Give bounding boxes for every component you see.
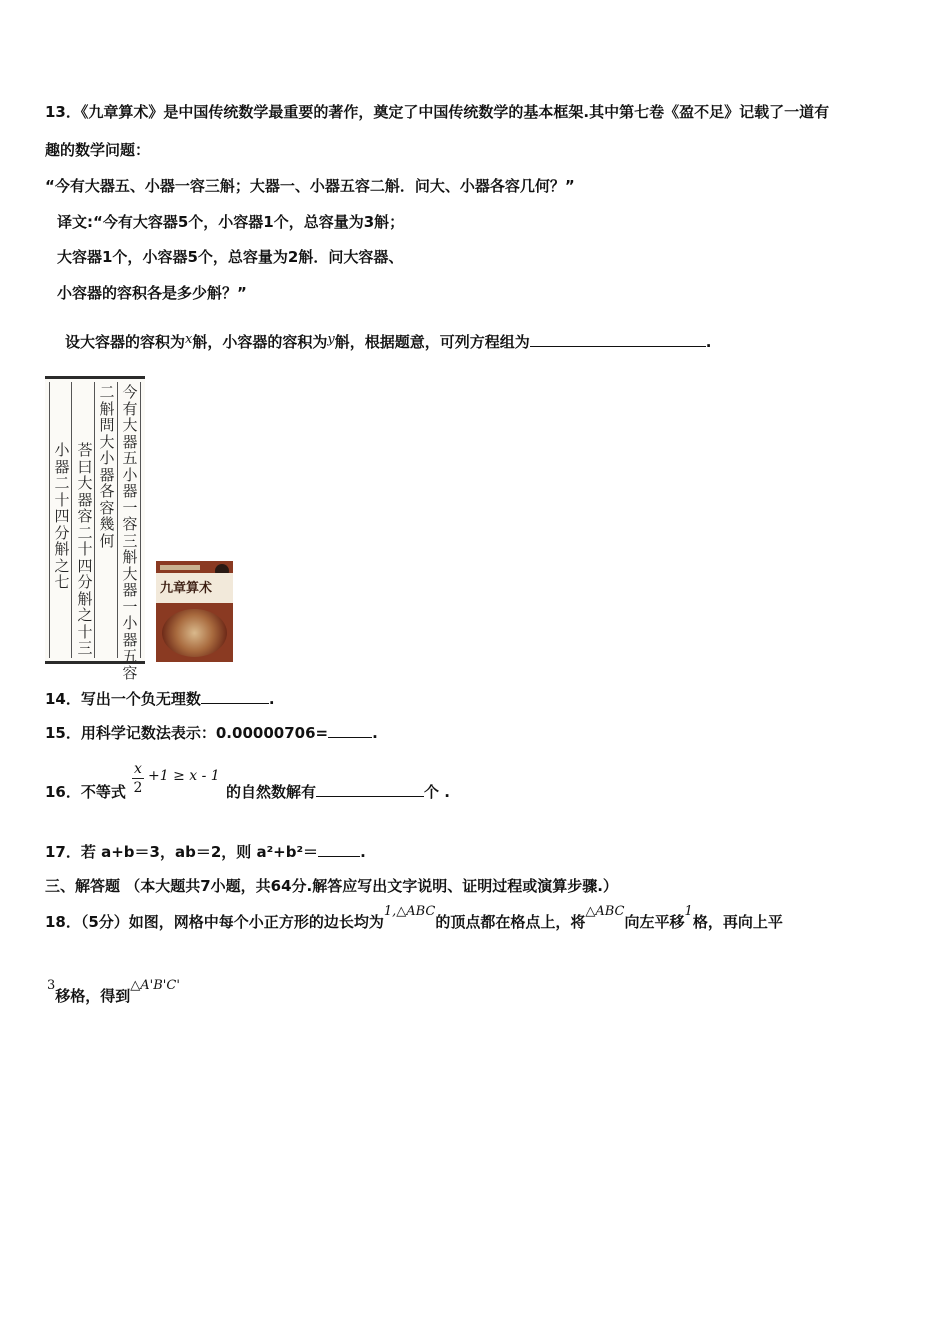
q13-ask-a: 设大容器的容积为 [65, 333, 186, 351]
q18-num-3: 3 [47, 978, 56, 993]
book-art [162, 609, 227, 657]
fraction-numerator: x [134, 761, 142, 777]
q14-end: . [268, 690, 275, 708]
q16-b: 的自然数解有 [226, 783, 317, 801]
q17-text: 17．若 a+b＝3，ab＝2，则 a²+b²＝ [45, 843, 319, 861]
q18-a: 18．（5分）如图，网格中每个小正方形的边长均为 [45, 913, 384, 931]
scroll-rule [71, 382, 72, 658]
q18-e: 移格，得到 [55, 987, 131, 1005]
scroll-top-bar [45, 376, 145, 379]
q14-answer-blank[interactable] [201, 689, 269, 704]
text-column-1: 今有大器五小器一容三斛大器一小器五容 [122, 383, 138, 682]
q13-translation-3: 小容器的容积各是多少斛？” [57, 284, 247, 302]
q18-b: 的顶点都在格点上，将 [435, 913, 586, 931]
q17-end: . [360, 843, 366, 861]
q18-sup-2: △ABC [585, 904, 625, 919]
q16-answer-blank[interactable] [316, 782, 424, 797]
text-column-2: 二斛問大小器各容幾何 [99, 383, 115, 550]
scroll-rule [49, 382, 50, 658]
q15 [45, 723, 378, 743]
q13-question [65, 332, 711, 354]
q16-c: 个 . [424, 783, 450, 801]
book-cover-image [156, 561, 233, 662]
q13-end: . [705, 333, 712, 351]
book-title: 九章算术 [160, 581, 213, 596]
text-column-3: 荅曰大器容二十四分斛之十三 [77, 441, 93, 657]
q15-answer-blank[interactable] [328, 723, 372, 738]
fraction-denominator: 2 [133, 780, 143, 796]
q18-d: 格，再向上平 [692, 913, 783, 931]
q15-text: 15．用科学记数法表示：0.00000706= [45, 724, 329, 742]
q18-line1 [45, 904, 783, 934]
q17 [45, 842, 366, 862]
q16-tail [226, 782, 450, 802]
q18-sup-4: △A'B'C' [130, 978, 180, 993]
q16-fraction [131, 760, 145, 797]
scroll-rule [140, 382, 141, 658]
q13-translation-1: 译文:“今有大容器5个，小容器1个，总容量为3斛； [57, 213, 405, 231]
scroll-rule [94, 382, 95, 658]
q14 [45, 689, 275, 709]
q14-text: 14．写出一个负无理数 [45, 690, 201, 708]
q13-answer-blank[interactable] [530, 332, 706, 347]
q16-a: 16．不等式 [45, 783, 126, 801]
scroll-rule [117, 382, 118, 658]
section-3-heading: 三、解答题 （本大题共7小题，共64分.解答应写出文字说明、证明过程或演算步骤.） [45, 877, 618, 895]
q18-sup-3: 1 [684, 904, 693, 919]
book-subtitle-bar [160, 565, 200, 570]
q16-inequality-rest: +1 ≥ x - 1 [148, 768, 220, 784]
ancient-text-figure [45, 376, 145, 682]
q18-c: 向左平移 [624, 913, 685, 931]
var-x: x [185, 332, 193, 347]
q13-ask-b: 斛，小容器的容积为 [192, 333, 328, 351]
q13-line1: 13．《九章算术》是中国传统数学最重要的著作，奠定了中国传统数学的基本框架.其中第七卷《盈不足》记载了一道有 [45, 103, 830, 121]
q13-line2: 趣的数学问题： [45, 141, 151, 159]
q13-quote: “今有大器五、小器一容三斛；大器一、小器五容二斛．问大、小器各容几何？” [45, 177, 575, 195]
q17-answer-blank[interactable] [318, 842, 360, 857]
q16 [45, 782, 126, 802]
var-y: y [327, 332, 335, 347]
q13-ask-c: 斛，根据题意，可列方程组为 [334, 333, 530, 351]
q15-end: . [372, 724, 378, 742]
q18-line2 [47, 978, 180, 1008]
text-column-4: 小器二十四分斛之七 [54, 441, 70, 591]
q18-sup-1: 1,△ABC [383, 904, 436, 919]
q13-translation-2: 大容器1个，小容器5个，总容量为2斛．问大容器、 [57, 248, 404, 266]
